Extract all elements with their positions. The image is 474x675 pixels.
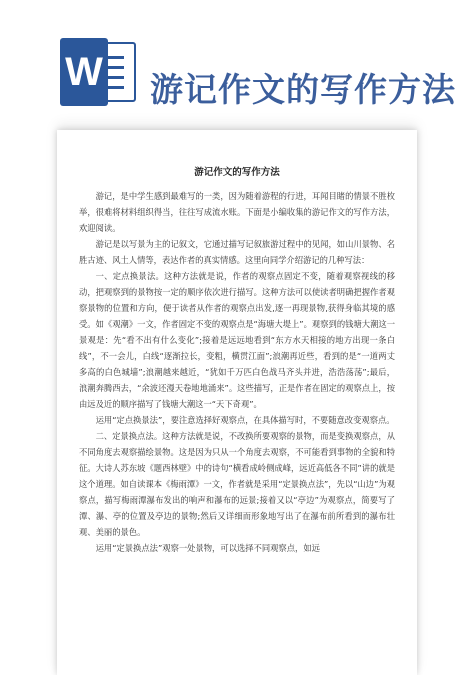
paragraph: 运用“定景换点法”观察一处景物，可以选择不同观察点，如远 bbox=[95, 543, 320, 553]
word-badge: W bbox=[60, 38, 108, 106]
document-body bbox=[79, 188, 395, 556]
paragraph: 游记是以写景为主的记叙文，它通过描写记叙旅游过程中的见闻，如山川景物、名胜古迹、风土人情等，表达作者的真实情感。这里向同学介绍游记的几种写法： bbox=[79, 239, 395, 265]
paragraph: 二、定景换点法。这种方法就是说，不改换所要观察的景物，而是变换观察点，从不同角度去观察描绘景物。这是因为只从一个角度去观察，不可能看到事物的全貌和特征。大诗人苏东坡《题西林壁》中的诗句“横看成岭侧成峰，远近高低各不同”讲的就是这个道理。如自读课本《梅雨潭》一文，作者就是采用“定景换点法”，先以“山边”为观察点，描写梅雨潭瀑布发出的响声和瀑布的远景;接着又以“亭边”为观察点，简要写了潭、瀑、亭的位置及亭边的景物;然后又详细而形象地写出了在瀑布前所看到的瀑布壮观、美丽的景色。 bbox=[79, 431, 395, 537]
word-doc-icon bbox=[60, 38, 136, 106]
paragraph: 一、定点换景法。这种方法就是说，作者的观察点固定不变，随着观察视线的移动，把观察到的景物按一定的顺序依次进行描写。这种方法可以使读者明确把握作者观察景物的位置和方向，便于读者从作者的观察点出发,逐一再现景物,获得身临其境的感受。如《观潮》一文，作者固定不变的观察点是“海塘大堤上”。观察到的钱塘大潮这一景观是：先“看不出有什么变化”;接着是远远地看到“东方水天相接的地方出现一条白线”，不一会儿，白线“逐渐拉长，变粗，横贯江面”;浪潮再近些，看到的是“一道两丈多高的白色城墙”;浪潮越来越近，“犹如千万匹白色战马齐头并进，浩浩荡荡”;最后，浪潮奔腾西去，“余波还漫天卷地地涌来”。这些描写，正是作者在固定的观察点上，按由远及近的顺序描写了钱塘大潮这一“天下奇观”。 bbox=[79, 271, 395, 409]
paragraph: 游记，是中学生感到最难写的一类，因为随着游程的行进，耳闻目睹的情景不胜枚举，很难将材料组织得当，往往写成流水账。下面是小编收集的游记作文的写作方法，欢迎阅读。 bbox=[79, 191, 395, 233]
banner-title: 游记作文的写作方法 bbox=[150, 70, 456, 109]
document-title: 游记作文的写作方法 bbox=[194, 167, 280, 178]
paragraph: 运用“定点换景法”，要注意选择好观察点，在具体描写时，不要随意改变观察点。 bbox=[95, 415, 395, 425]
document-page bbox=[57, 130, 417, 675]
